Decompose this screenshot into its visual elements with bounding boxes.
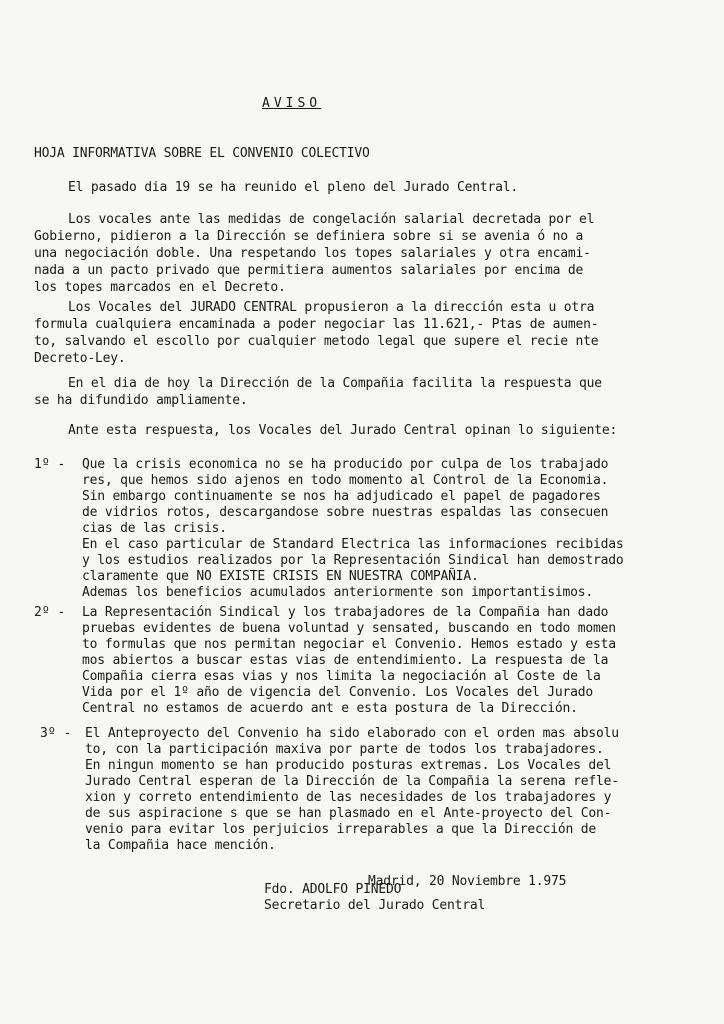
text-line: nada a un pacto privado que permitiera aumentos salariales por encima de: [34, 263, 584, 278]
text-line: la Compañia hace mención.: [85, 838, 276, 853]
text-line: los topes marcados en el Decreto.: [34, 280, 286, 295]
text-line: claramente que NO EXISTE CRISIS EN NUESTRA COMPAÑIA.: [82, 569, 479, 584]
text-line: y los estudios realizados por la Representación Sindical han demostrado: [82, 553, 624, 568]
text-line: Ademas los beneficios acumulados anteriormente son importantisimos.: [82, 585, 593, 600]
text-line: res, que hemos sido ajenos en todo momento al Control de la Economia.: [82, 473, 609, 488]
text-line: de vidrios rotos, descargandose sobre nuestras espaldas las consecuen: [82, 505, 609, 520]
document-heading: HOJA INFORMATIVA SOBRE EL CONVENIO COLECTIVO: [34, 146, 370, 161]
text-line: mos abiertos a buscar estas vias de entendimiento. La respuesta de la: [82, 653, 609, 668]
point-number: 2º -: [34, 605, 66, 620]
text-line: de sus aspiracione s que se han plasmado en el Ante-proyecto del Con-: [85, 806, 612, 821]
text-line: La Representación Sindical y los trabajadores de la Compañia han dado: [82, 605, 609, 620]
text-line: Los Vocales del JURADO CENTRAL propusieron a la dirección esta u otra: [68, 300, 595, 315]
text-line: to, con la participación maxiva por parte de todos los trabajadores.: [85, 742, 604, 757]
text-line: se ha difundido ampliamente.: [34, 393, 248, 408]
text-line: cias de las crisis.: [82, 521, 227, 536]
text-line: Los vocales ante las medidas de congelación salarial decretada por el: [68, 212, 595, 227]
text-line: Sin embargo continuamente se nos ha adjudicado el papel de pagadores: [82, 489, 601, 504]
text-line: Central no estamos de acuerdo ant e esta postura de la Dirección.: [82, 701, 578, 716]
document-date: Madrid, 20 Noviembre 1.975: [368, 874, 567, 889]
text-line: venio para evitar los perjuicios irreparables a que la Dirección de: [85, 822, 596, 837]
text-line: Gobierno, pidieron a la Dirección se definiera sobre si se avenia ó no a: [34, 229, 584, 244]
text-line: to formulas que nos permitan negociar el Convenio. Hemos estado y esta: [82, 637, 616, 652]
text-line: Decreto-Ley.: [34, 351, 126, 366]
text-line: Vida por el 1º año de vigencia del Convenio. Los Vocales del Jurado: [82, 685, 593, 700]
signature-name: Fdo. ADOLFO PINEDO: [264, 882, 402, 897]
intro-line: El pasado dia 19 se ha reunido el pleno del Jurado Central.: [68, 180, 518, 195]
point-number: 1º -: [34, 457, 66, 472]
text-line: En ningun momento se han producido posturas extremas. Los Vocales del: [85, 758, 612, 773]
text-line: El Anteproyecto del Convenio ha sido elaborado con el orden mas absolu: [85, 726, 619, 741]
paragraph-4: Ante esta respuesta, los Vocales del Jurado Central opinan lo siguiente:: [68, 423, 618, 438]
document-title: AVISO: [262, 96, 322, 111]
text-line: to, salvando el escollo por cualquier metodo legal que supere el recie nte: [34, 334, 599, 349]
text-line: En el dia de hoy la Dirección de la Compañia facilita la respuesta que: [68, 376, 602, 391]
text-line: Jurado Central esperan de la Dirección de la Compañia la serena refle-: [85, 774, 619, 789]
text-line: una negociación doble. Una respetando los topes salariales y otra encami-: [34, 246, 591, 261]
text-line: En el caso particular de Standard Electrica las informaciones recibidas: [82, 537, 624, 552]
signature-title: Secretario del Jurado Central: [264, 898, 486, 913]
text-line: Que la crisis economica no se ha producido por culpa de los trabajado: [82, 457, 609, 472]
text-line: xion y correto entendimiento de las necesidades de los trabajadores y: [85, 790, 612, 805]
text-line: Compañia cierra esas vias y nos limita la negociación al Coste de la: [82, 669, 601, 684]
text-line: formula cualquiera encaminada a poder negociar las 11.621,- Ptas de aumen-: [34, 317, 599, 332]
text-line: pruebas evidentes de buena voluntad y sensated, buscando en todo momen: [82, 621, 616, 636]
point-number: 3º -: [40, 726, 72, 741]
